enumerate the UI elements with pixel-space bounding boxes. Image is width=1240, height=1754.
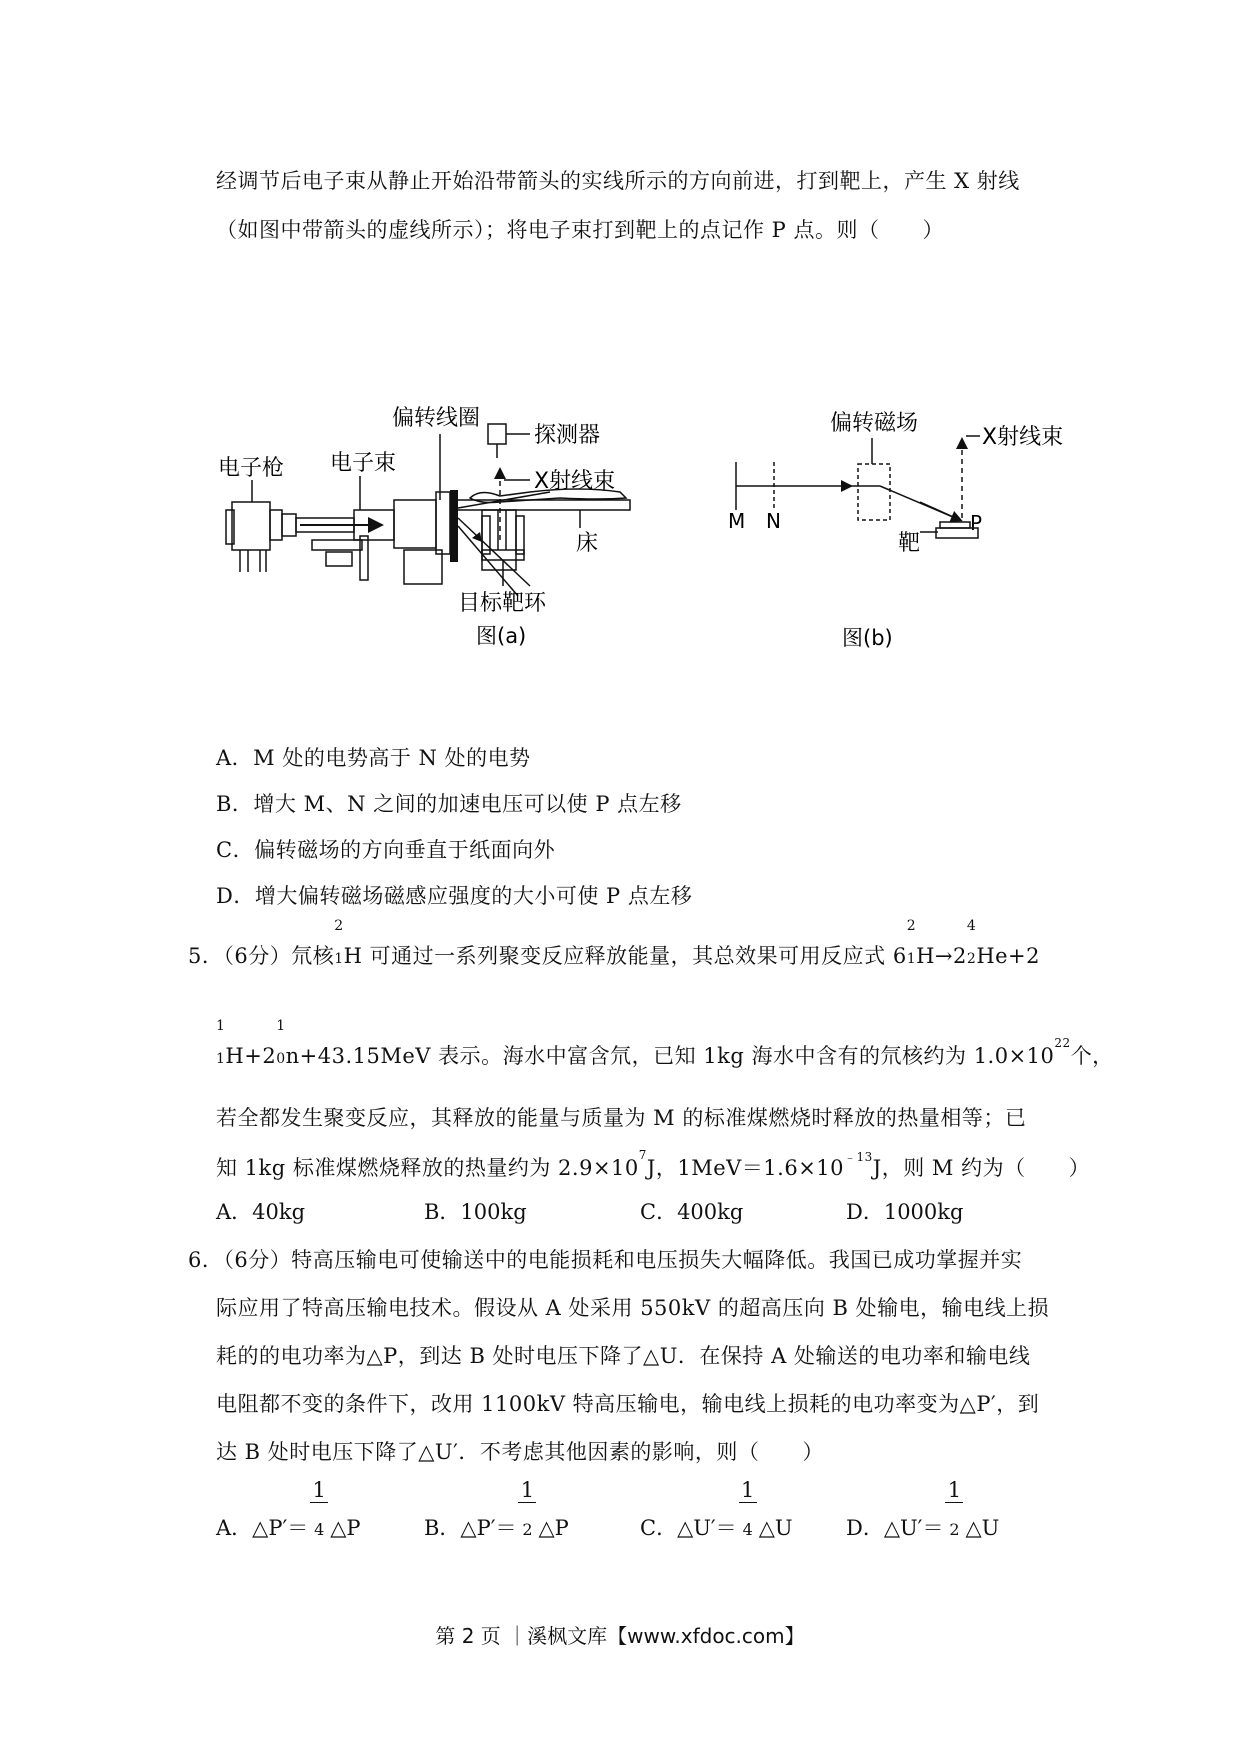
q6-option-c: C．△U′＝ $\frac{1}{4}\triangle U$ <box>640 1478 793 1540</box>
detector-shape <box>488 424 506 444</box>
label-target: 靶 <box>898 531 921 556</box>
intro-line-1: 经调节后电子束从静止开始沿带箭头的实线所示的方向前进，打到靶上，产生 X 射线 <box>216 169 1020 193</box>
q5-line-4: 知 1kg 标准煤燃烧释放的热量约为 $2.9\times 10^7J$，$1MeV=1.6\times 10^{﹣13}J$，则 M 约为（ ） <box>216 1148 1091 1180</box>
label-electron-gun: 电子枪 <box>218 456 285 481</box>
q6-line-4: 电阻都不变的条件下，改用 1100kV 特高压输电，输电线上损耗的电功率变为△P′，到 <box>216 1392 1040 1416</box>
q5-option-c: C．400kg <box>640 1200 744 1224</box>
label-p: P <box>970 511 983 535</box>
field-region <box>858 464 890 520</box>
q5-option-d: D．1000kg <box>846 1200 964 1224</box>
caption-figure-a: 图(a) <box>476 624 527 648</box>
deflection-coil-shape <box>394 492 450 584</box>
q6-line-1: 6．（6分）特高压输电可使输送中的电能损耗和电压损失大幅降低。我国已成功掌握并实 <box>188 1248 1023 1272</box>
page-footer: 第 2 页 ｜溪枫文库【www.xfdoc.com】 <box>435 1624 805 1648</box>
intro-line-2: （如图中带箭头的虚线所示）；将电子束打到靶上的点记作 P 点。则（ ） <box>216 218 944 242</box>
q4-option-a: A．M 处的电势高于 N 处的电势 <box>216 746 531 770</box>
q6-option-d: D．△U′＝ $\frac{1}{2}\triangle U$ <box>846 1478 1000 1540</box>
label-n: N <box>766 509 781 533</box>
label-xray-beam-a: X射线束 <box>534 469 616 494</box>
q6-line-2: 际应用了特高压输电技术。假设从 A 处采用 550kV 的超高压向 B 处输电，输电线上损 <box>216 1296 1050 1320</box>
accelerator-tube <box>296 510 394 580</box>
electron-gun-shape <box>226 502 296 572</box>
q5-line-3: 若全都发生聚变反应，其释放的能量与质量为 M 的标准煤燃烧时释放的热量相等；已 <box>216 1106 1027 1130</box>
q4-option-d: D．增大偏转磁场磁感应强度的大小可使 P 点左移 <box>216 884 693 908</box>
label-electron-beam: 电子束 <box>330 451 397 476</box>
q5-option-a: A．40kg <box>216 1200 306 1224</box>
label-detector: 探测器 <box>534 423 601 448</box>
figure-diagram <box>200 400 1080 720</box>
q4-option-b: B．增大 M、N 之间的加速电压可以使 P 点左移 <box>216 792 682 816</box>
label-bed: 床 <box>576 531 599 556</box>
caption-figure-b: 图(b) <box>842 626 893 650</box>
q4-option-c: C．偏转磁场的方向垂直于纸面向外 <box>216 838 556 862</box>
q6-option-b: B．△P′＝ $\frac{1}{2}\triangle P$ <box>424 1478 569 1540</box>
q6-line-5: 达 B 处时电压下降了△U′．不考虑其他因素的影响，则（ ） <box>216 1440 824 1464</box>
label-deflection-field: 偏转磁场 <box>830 411 919 436</box>
q6-line-3: 耗的的电功率为△P，到达 B 处时电压下降了△U．在保持 A 处输送的电功率和输电线 <box>216 1344 1031 1368</box>
target-ring-shape <box>482 516 524 560</box>
label-xray-beam-b: X射线束 <box>982 425 1064 450</box>
q6-option-a: A．△P′＝ $\frac{1}{4}\triangle P$ <box>216 1478 361 1540</box>
label-m: M <box>728 509 746 533</box>
q5-line-1: 5．（6分）氘核 2 1H 可通过一系列聚变反应释放能量，其总效果可用反应式 6 2 1H→2 4 2He+2 <box>188 918 1041 968</box>
label-deflection-coil: 偏转线圈 <box>392 406 481 431</box>
label-target-ring: 目标靶环 <box>458 591 547 616</box>
q5-option-b: B．100kg <box>424 1200 527 1224</box>
q5-line-2: 1 1H+2 1 0n+43.15MeV 表示。海水中富含氘，已知 1kg 海水中含有的氘核约为 $1.0\times 10^{22}$个， <box>216 1018 1114 1068</box>
